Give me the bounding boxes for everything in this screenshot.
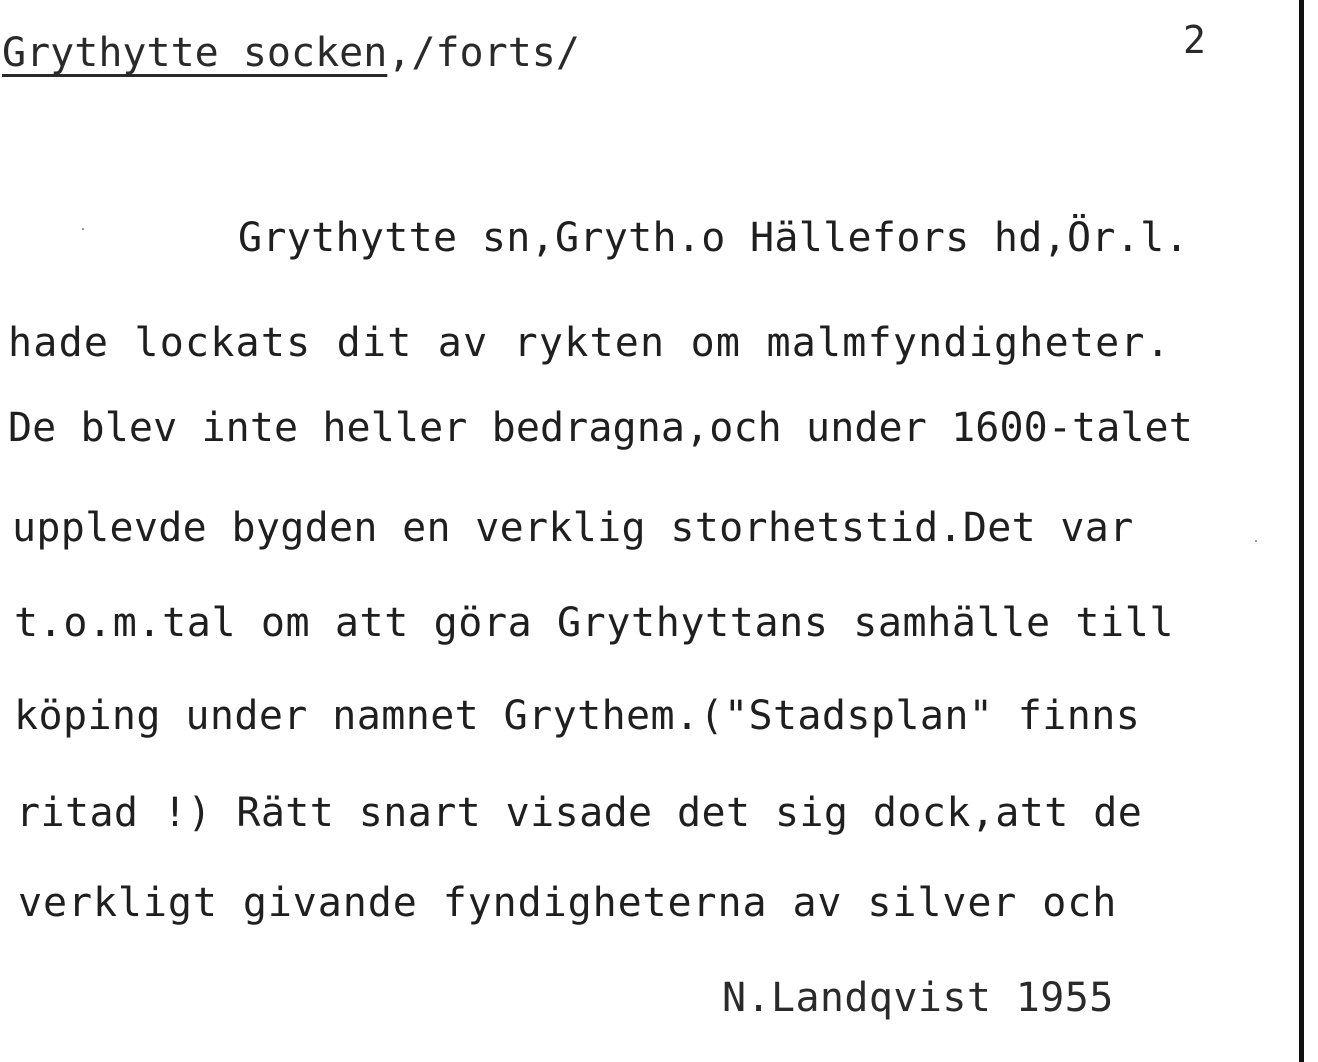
text-line-6: köping under namnet Grythem.("Stadsplan" finns [14,693,1141,739]
author-signature: N.Landqvist 1955 [722,975,1114,1021]
text-line-3: De blev inte heller bedragna,och under 1600-talet [8,405,1193,451]
card-heading [2,30,580,76]
text-line-5: t.o.m.tal om att göra Grythyttans samhälle till [14,600,1175,646]
page-number: 2 [1183,18,1206,62]
heading-continuation: ,/forts/ [387,30,580,76]
parish-name: Grythytte socken [2,30,388,76]
scan-speck [1255,540,1257,542]
scan-speck [82,228,84,230]
text-line-1: Grythytte sn,Gryth.o Hällefors hd,Ör.l. [238,215,1189,261]
text-line-4: upplevde bygden en verklig storhetstid.Det var [12,505,1134,551]
text-line-2: hade lockats dit av rykten om malmfyndigheter. [8,320,1171,366]
card-edge-line [1299,0,1304,1062]
text-line-8: verkligt givande fyndigheterna av silver och [18,880,1118,926]
text-line-7: ritad !) Rätt snart visade det sig dock,att de [16,790,1143,836]
